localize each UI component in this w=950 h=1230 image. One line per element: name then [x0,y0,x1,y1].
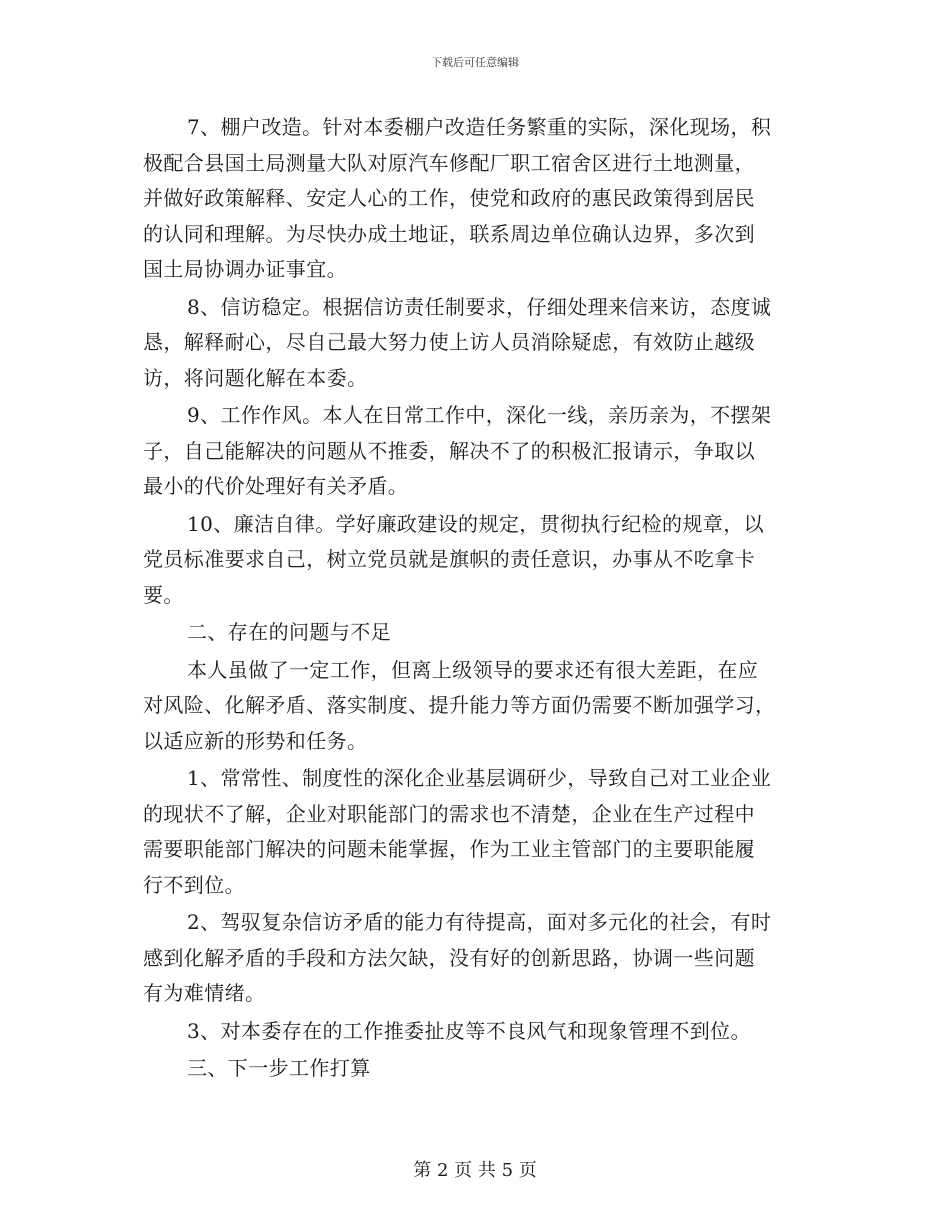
section-heading-next-steps [143,1051,809,1087]
section-heading-problems [143,615,809,651]
paragraph-shantytown-renovation [143,110,809,288]
text-line: 2、驾驭复杂信访矛盾的能力有待提高，面对多元化的社会，有时 [187,910,772,934]
text-line: 对风险、化解矛盾、落实制度、提升能力等方面仍需要不断加强学习， [143,693,776,717]
text-line: 8、信访稳定。根据信访责任制要求，仔细处理来信来访，态度诚 [187,294,772,319]
text-line: 有为难情绪。 [143,981,266,1005]
text-line: 极配合县国土局测量大队对原汽车修配厂职工宿舍区进行土地测量， [143,150,755,175]
paragraph-petition-stability [143,290,809,397]
paragraph-problems-intro [143,653,809,760]
text-line: 10、廉洁自律。学好廉政建设的规定，贯彻执行纪检的规章，以 [187,511,765,536]
text-line: 并做好政策解释、安定人心的工作，使党和政府的惠民政策得到居民 [143,186,755,210]
text-line: 要。 [143,582,184,607]
text-line: 党员标准要求自己，树立党员就是旗帜的责任意识，办事从不吃拿卡 [143,547,755,571]
text-line: 国土局协调办证事宜。 [143,257,347,281]
text-line: 7、棚户改造。针对本委棚户改造任务繁重的实际，深化现场，积 [187,115,772,139]
section-heading: 三、下一步工作打算 [187,1056,371,1080]
text-line: 以适应新的形势和任务。 [143,728,368,753]
section-heading: 二、存在的问题与不足 [187,620,391,644]
text-line: 1、常常性、制度性的深化企业基层调研少，导致自己对工业企业 [187,766,772,790]
document-body [143,110,809,1089]
page-number-footer: 第 2 页 共 5 页 [413,1160,537,1181]
page-header: 下载后可任意编辑 [431,56,519,69]
text-line: 最小的代价处理好有关矛盾。 [143,474,409,498]
text-line: 访，将问题化解在本委。 [143,365,368,390]
text-line: 9、工作作风。本人在日常工作中，深化一线，亲历亲为，不摆架 [187,403,772,427]
paragraph-integrity [143,507,809,614]
text-line: 需要职能部门解决的问题未能掌握，作为工业主管部门的主要职能履 [143,837,755,861]
text-line: 恳，解释耐心，尽自己最大努力使上访人员消除疑虑，有效防止越级 [143,330,755,354]
text-line: 的认同和理解。为尽快办成土地证，联系周边单位确认边界，多次到 [143,221,755,246]
text-line: 3、对本委存在的工作推委扯皮等不良风气和现象管理不到位。 [187,1018,751,1043]
text-line: 本人虽做了一定工作，但离上级领导的要求还有很大差距，在应 [187,657,759,682]
paragraph-problem-1 [143,761,809,903]
text-line: 子，自己能解决的问题从不推委，解决不了的积极汇报请示，争取以 [143,438,755,463]
text-line: 感到化解矛盾的手段和方法欠缺，没有好的创新思路，协调一些问题 [143,945,755,970]
text-line: 的现状不了解，企业对职能部门的需求也不清楚，企业在生产过程中 [143,801,755,826]
paragraph-problem-2 [143,905,809,1012]
text-line: 行不到位。 [143,872,245,897]
paragraph-problem-3 [143,1014,809,1050]
paragraph-work-style [143,398,809,505]
